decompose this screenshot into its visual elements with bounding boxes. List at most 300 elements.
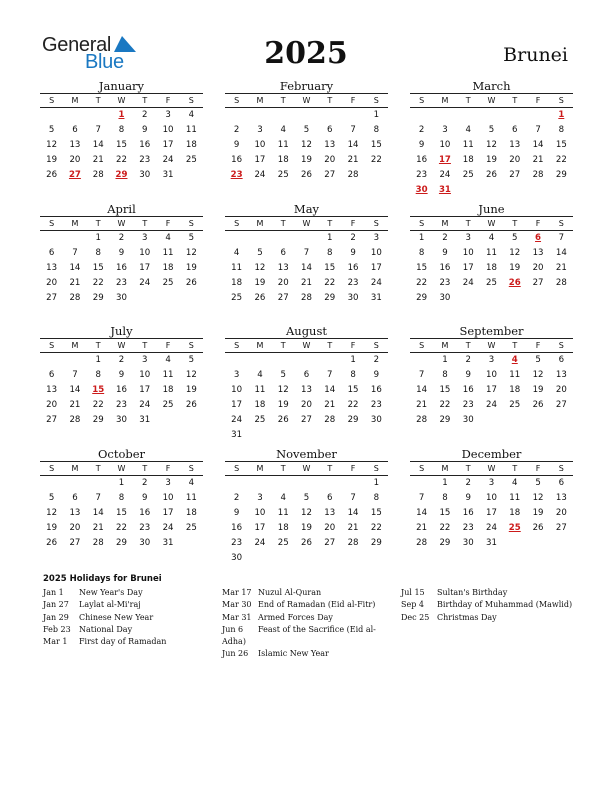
day-cell: 31: [139, 415, 151, 425]
day-cell: 31: [370, 293, 382, 303]
month-june: [410, 202, 573, 306]
day-cell: 10: [439, 140, 451, 150]
day-cell: 22: [370, 523, 382, 533]
day-cell: [180, 413, 203, 428]
day-cell: 13: [46, 385, 58, 395]
day-cell: 11: [254, 385, 266, 395]
day-cell: 25: [185, 523, 197, 533]
day-cell: 19: [509, 263, 521, 273]
weekday-label: W: [117, 96, 126, 105]
day-cell: 11: [277, 508, 289, 518]
week-row: [410, 536, 573, 551]
day-cell: 23: [139, 155, 151, 165]
day-cell: 7: [72, 248, 78, 258]
day-cell: [480, 291, 503, 306]
day-cell: 26: [46, 170, 58, 180]
day-cell: 24: [162, 523, 174, 533]
holiday-name: National Day: [79, 624, 133, 634]
day-cell: 4: [488, 233, 495, 243]
weekday-label: T: [142, 219, 148, 228]
day-cell: [248, 551, 271, 566]
weekday-label: W: [487, 96, 496, 105]
day-cell: [225, 231, 248, 246]
day-cell: 11: [162, 370, 174, 380]
weekday-label: S: [373, 96, 379, 105]
day-cell: 13: [46, 263, 58, 273]
weekday-label: W: [302, 96, 311, 105]
week-row: [410, 398, 573, 413]
week-row: [410, 368, 573, 383]
day-cell: 20: [324, 523, 336, 533]
weekday-label: M: [256, 341, 264, 350]
day-cell: [272, 428, 295, 443]
weekday-label: T: [512, 464, 518, 473]
day-cell: 15: [439, 508, 451, 518]
day-cell: 3: [488, 355, 495, 365]
day-cell: 12: [301, 140, 312, 150]
day-cell: 22: [324, 278, 336, 288]
week-row: [40, 413, 203, 428]
weekday-label: T: [280, 96, 286, 105]
day-cell: 22: [347, 400, 359, 410]
day-cell: 18: [162, 263, 174, 273]
week-row: [225, 506, 388, 521]
holiday-name: First day of Ramadan: [79, 637, 167, 647]
day-cell: 4: [188, 110, 195, 120]
day-cell: [457, 291, 480, 306]
weekday-label: T: [280, 341, 286, 350]
day-cell: 1: [373, 110, 380, 120]
day-cell: 16: [231, 523, 243, 533]
day-cell: 22: [116, 523, 127, 533]
day-cell: 22: [439, 400, 451, 410]
day-cell: 28: [92, 170, 104, 180]
weekday-label: M: [71, 96, 79, 105]
day-cell: 30: [370, 415, 382, 425]
day-cell: [180, 291, 203, 306]
holiday-name: Islamic New Year: [258, 649, 329, 659]
week-row: [410, 353, 573, 368]
day-cell: 14: [92, 140, 104, 150]
weekday-label: S: [558, 96, 564, 105]
holiday-day-cell: 31: [438, 185, 451, 195]
week-row: [40, 246, 203, 261]
day-cell: [272, 353, 295, 368]
day-cell: 16: [462, 508, 474, 518]
holiday-date: Feb 23: [43, 624, 71, 634]
day-cell: 16: [439, 263, 451, 273]
day-cell: 12: [509, 248, 521, 258]
day-cell: 12: [301, 508, 312, 518]
weekday-label: T: [327, 219, 333, 228]
holiday-day-cell: 29: [115, 170, 128, 180]
weekday-label: F: [350, 219, 356, 228]
day-cell: 21: [324, 400, 336, 410]
weekday-label: T: [327, 464, 333, 473]
day-cell: 9: [233, 140, 240, 150]
day-cell: [480, 108, 503, 123]
day-cell: [87, 476, 110, 491]
day-cell: 15: [370, 508, 382, 518]
logo-text-blue: Blue: [85, 51, 124, 73]
day-cell: 26: [185, 278, 197, 288]
month-name: January: [98, 79, 145, 93]
day-cell: 18: [486, 263, 497, 273]
weekday-label: M: [441, 96, 449, 105]
day-cell: 18: [509, 385, 521, 395]
holiday-date: Dec 25: [401, 612, 430, 622]
day-cell: 1: [442, 478, 448, 488]
day-cell: [248, 108, 271, 123]
week-row: [410, 168, 573, 183]
weekday-label: W: [302, 219, 311, 228]
weekday-header: [410, 338, 573, 353]
day-cell: 21: [92, 155, 104, 165]
week-row: [40, 476, 203, 491]
week-row: [225, 521, 388, 536]
holiday-day-cell: 15: [92, 385, 105, 395]
day-cell: 7: [418, 493, 425, 503]
day-cell: 17: [254, 523, 266, 533]
day-cell: [550, 291, 573, 306]
holiday-item: [222, 612, 394, 624]
week-row: [410, 506, 573, 521]
holiday-column: [43, 587, 213, 648]
day-cell: 15: [347, 385, 359, 395]
holiday-column: [222, 587, 394, 661]
day-cell: 23: [462, 523, 474, 533]
day-cell: 30: [231, 553, 243, 563]
day-cell: 11: [277, 140, 289, 150]
day-cell: 15: [555, 140, 567, 150]
holiday-date: Mar 30: [222, 600, 252, 610]
day-cell: 21: [92, 523, 104, 533]
day-cell: 3: [233, 370, 240, 380]
day-cell: [341, 476, 364, 491]
day-cell: 17: [162, 508, 174, 518]
day-cell: 12: [185, 370, 197, 380]
day-cell: 12: [254, 263, 266, 273]
day-cell: 15: [416, 263, 428, 273]
day-cell: 24: [139, 400, 151, 410]
day-cell: 16: [139, 508, 151, 518]
holiday-name: Laylat al-Mi'raj: [79, 600, 141, 610]
day-cell: 9: [118, 248, 125, 258]
day-cell: 6: [327, 493, 333, 503]
day-cell: [63, 231, 86, 246]
day-cell: 29: [92, 293, 104, 303]
week-row: [40, 398, 203, 413]
holiday-item: [43, 636, 213, 648]
day-cell: [295, 551, 318, 566]
day-cell: [526, 536, 549, 551]
weekday-label: S: [558, 464, 564, 473]
week-row: [225, 398, 388, 413]
weekday-label: M: [441, 219, 449, 228]
holiday-name: Birthday of Muhammad (Mawlid): [437, 600, 573, 610]
holiday-item: [43, 599, 213, 611]
day-cell: 20: [555, 508, 567, 518]
week-row: [40, 521, 203, 536]
day-cell: 11: [509, 493, 521, 503]
day-cell: 29: [416, 293, 428, 303]
weekday-header: [40, 216, 203, 231]
day-cell: 23: [231, 538, 243, 548]
week-row: [225, 108, 388, 123]
day-cell: 11: [185, 493, 197, 503]
weekday-label: F: [535, 464, 541, 473]
day-cell: 4: [465, 125, 471, 135]
day-cell: [550, 183, 573, 198]
day-cell: 6: [558, 355, 565, 365]
week-row: [410, 261, 573, 276]
day-cell: 21: [69, 400, 81, 410]
day-cell: 12: [46, 508, 58, 518]
weekday-label: T: [465, 341, 471, 350]
week-row: [225, 231, 388, 246]
day-cell: 8: [95, 370, 101, 380]
day-cell: [40, 476, 63, 491]
day-cell: 6: [558, 478, 565, 488]
day-cell: 10: [254, 140, 266, 150]
holiday-day-cell: 4: [511, 355, 518, 365]
holiday-item: [43, 612, 213, 624]
day-cell: [365, 551, 388, 566]
day-cell: 11: [185, 125, 197, 135]
day-cell: 25: [277, 170, 289, 180]
month-october: [40, 447, 203, 551]
day-cell: 16: [370, 385, 382, 395]
day-cell: 1: [95, 355, 101, 365]
day-cell: 29: [92, 415, 104, 425]
day-cell: 23: [347, 278, 359, 288]
day-cell: 28: [301, 293, 312, 303]
holiday-day-cell: 6: [535, 233, 542, 243]
day-cell: 18: [254, 400, 266, 410]
day-cell: 12: [46, 140, 58, 150]
week-row: [225, 491, 388, 506]
week-row: [225, 353, 388, 368]
day-cell: [318, 551, 341, 566]
day-cell: 31: [162, 170, 174, 180]
day-cell: [156, 291, 179, 306]
week-row: [225, 276, 388, 291]
holiday-item: [401, 587, 576, 599]
month-april: [40, 202, 203, 306]
weekday-label: M: [441, 464, 449, 473]
weekday-label: T: [512, 219, 518, 228]
day-cell: [248, 231, 271, 246]
day-cell: 2: [465, 355, 471, 365]
day-cell: 23: [116, 278, 127, 288]
day-cell: [295, 108, 318, 123]
weekday-label: T: [95, 464, 101, 473]
day-cell: 11: [509, 370, 521, 380]
holiday-name: Nuzul Al-Quran: [258, 588, 322, 597]
week-row: [40, 383, 203, 398]
day-cell: 16: [347, 263, 359, 273]
holiday-name: Armed Forces Day: [258, 612, 333, 622]
day-cell: 10: [486, 370, 497, 380]
day-cell: 7: [72, 370, 78, 380]
day-cell: 23: [462, 400, 474, 410]
day-cell: 20: [324, 155, 336, 165]
day-cell: 21: [301, 278, 312, 288]
day-cell: 4: [280, 493, 286, 503]
day-cell: 14: [324, 385, 336, 395]
day-cell: 3: [165, 110, 171, 120]
weekday-label: T: [465, 96, 471, 105]
day-cell: [248, 428, 271, 443]
day-cell: 4: [165, 355, 171, 365]
week-row: [40, 276, 203, 291]
day-cell: 14: [347, 140, 359, 150]
weekday-header: [225, 338, 388, 353]
holiday-day-cell: 30: [415, 185, 428, 195]
weekday-label: F: [350, 464, 356, 473]
holiday-date: Jun 6: [222, 624, 244, 634]
holiday-name: Feast of the Sacrifice (Eid al-: [258, 624, 376, 634]
day-cell: [480, 183, 503, 198]
day-cell: [503, 108, 526, 123]
weekday-label: F: [535, 96, 541, 105]
day-cell: 27: [555, 400, 567, 410]
day-cell: 7: [535, 125, 541, 135]
day-cell: 1: [442, 355, 448, 365]
day-cell: 25: [509, 400, 521, 410]
weekday-header: [40, 461, 203, 476]
day-cell: 10: [370, 248, 382, 258]
day-cell: [503, 536, 526, 551]
day-cell: 16: [139, 140, 151, 150]
day-cell: 13: [324, 508, 336, 518]
day-cell: 18: [509, 508, 521, 518]
day-cell: 25: [185, 155, 197, 165]
week-row: [410, 153, 573, 168]
day-cell: 1: [95, 233, 101, 243]
day-cell: 13: [509, 140, 521, 150]
week-row: [410, 383, 573, 398]
weekday-label: S: [234, 96, 240, 105]
day-cell: 12: [185, 248, 197, 258]
day-cell: 3: [465, 233, 471, 243]
weekday-label: S: [49, 219, 55, 228]
day-cell: 30: [439, 293, 451, 303]
day-cell: 6: [327, 125, 333, 135]
day-cell: 1: [418, 233, 425, 243]
day-cell: 30: [116, 293, 127, 303]
week-row: [410, 476, 573, 491]
day-cell: 3: [488, 478, 495, 488]
day-cell: 8: [558, 125, 565, 135]
month-name: September: [459, 324, 524, 338]
day-cell: 25: [162, 400, 174, 410]
holiday-day-cell: 26: [508, 278, 521, 288]
day-cell: 6: [280, 248, 286, 258]
weekday-label: S: [373, 464, 379, 473]
weekday-label: S: [234, 464, 240, 473]
day-cell: 15: [116, 508, 127, 518]
day-cell: 8: [418, 248, 425, 258]
day-cell: 26: [46, 538, 58, 548]
day-cell: 25: [162, 278, 174, 288]
weekday-label: S: [188, 464, 194, 473]
holiday-name: Christmas Day: [437, 612, 497, 622]
day-cell: [480, 413, 503, 428]
weekday-label: T: [327, 96, 333, 105]
day-cell: 7: [350, 493, 356, 503]
day-cell: 8: [373, 493, 380, 503]
day-cell: [180, 536, 203, 551]
holiday-date: Jul 15: [401, 588, 425, 597]
day-cell: 3: [442, 125, 448, 135]
day-cell: 2: [465, 478, 471, 488]
holiday-date: Mar 31: [222, 612, 252, 622]
day-cell: 1: [327, 233, 333, 243]
week-row: [410, 108, 573, 123]
week-row: [40, 153, 203, 168]
weekday-label: M: [256, 219, 264, 228]
week-row: [225, 246, 388, 261]
day-cell: 8: [95, 248, 101, 258]
day-cell: 2: [373, 355, 380, 365]
day-cell: 8: [373, 125, 380, 135]
day-cell: 13: [69, 140, 81, 150]
day-cell: 21: [347, 155, 359, 165]
day-cell: 25: [231, 293, 243, 303]
day-cell: 10: [139, 370, 151, 380]
weekday-label: F: [535, 219, 541, 228]
holiday-day-cell: 23: [230, 170, 243, 180]
day-cell: 21: [416, 400, 428, 410]
weekday-label: W: [302, 464, 311, 473]
day-cell: 10: [162, 125, 174, 135]
weekday-label: W: [117, 341, 126, 350]
holiday-day-cell: 1: [118, 110, 125, 120]
day-cell: 28: [69, 293, 81, 303]
week-row: [40, 138, 203, 153]
day-cell: 5: [188, 233, 195, 243]
day-cell: 27: [277, 293, 289, 303]
weekday-label: F: [165, 219, 171, 228]
weekday-label: S: [558, 341, 564, 350]
day-cell: 17: [162, 140, 174, 150]
day-cell: 20: [69, 523, 81, 533]
week-row: [40, 123, 203, 138]
day-cell: [63, 476, 86, 491]
day-cell: 26: [301, 170, 312, 180]
day-cell: 26: [301, 538, 312, 548]
day-cell: 20: [301, 400, 312, 410]
calendar-year: 2025: [264, 36, 348, 71]
weekday-label: S: [49, 464, 55, 473]
day-cell: 24: [231, 415, 243, 425]
day-cell: 14: [416, 385, 428, 395]
day-cell: 27: [301, 415, 312, 425]
day-cell: 14: [92, 508, 104, 518]
weekday-label: F: [165, 96, 171, 105]
day-cell: 19: [185, 385, 197, 395]
day-cell: 29: [555, 170, 567, 180]
day-cell: 5: [188, 355, 195, 365]
weekday-header: [225, 93, 388, 108]
day-cell: 1: [373, 478, 380, 488]
day-cell: 7: [350, 125, 356, 135]
day-cell: 6: [72, 493, 78, 503]
day-cell: 20: [277, 278, 289, 288]
holiday-item: [401, 612, 576, 624]
day-cell: 22: [116, 155, 127, 165]
